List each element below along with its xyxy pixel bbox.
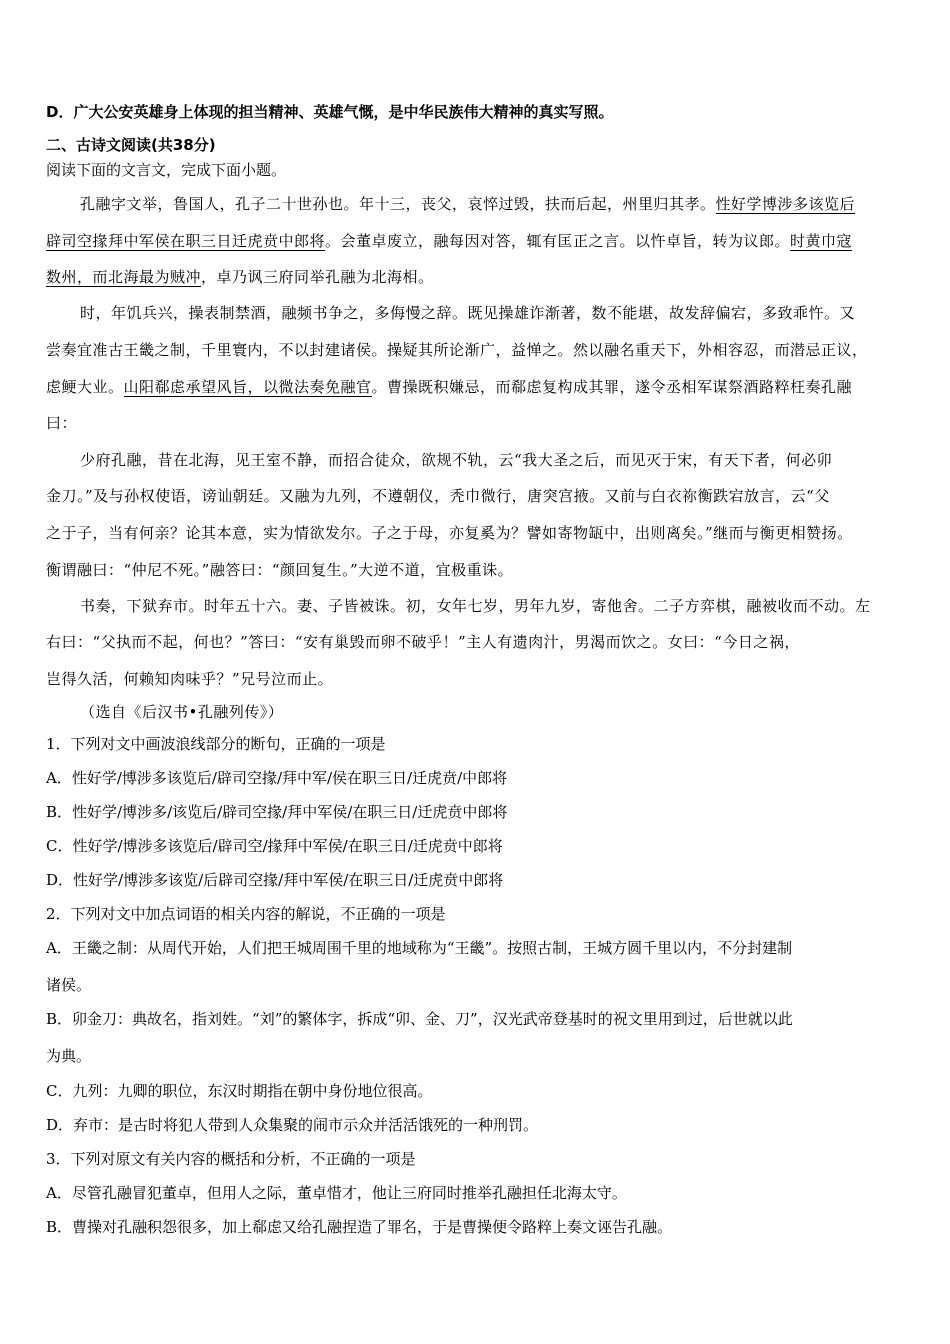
question-2-option-d: D．弃市：是古时将犯人带到人众集聚的闹市示众并活活饿死的一种刑罚。 bbox=[46, 1116, 539, 1134]
passage-p3-line2: 金刀。”及与孙权使语，谤讪朝廷。又融为九列，不遵朝仪，秃巾微行，唐突宫掖。又前与白衣祢衡跌宕放言，云“父 bbox=[46, 487, 830, 505]
question-2-option-b-line2: 为典。 bbox=[46, 1047, 92, 1065]
passage-p2-line4: 曰： bbox=[46, 414, 78, 432]
passage-p1-line2 bbox=[46, 230, 906, 252]
section-heading: 二、古诗文阅读(共38分) bbox=[46, 136, 216, 154]
passage-p2-line1: 时，年饥兵兴，操表制禁酒，融频书争之，多侮慢之辞。既见操雄诈渐著，数不能堪，故发辞偏宕，多致乖忤。又 bbox=[80, 304, 856, 322]
underlined-text: 数州，而北海最为贼冲 bbox=[46, 268, 202, 286]
passage-text: 虑鲠大业。 bbox=[46, 378, 124, 396]
question-1-option-d: D．性好学/博涉多该览/后辟司空掾/拜中军侯/在职三日/迁虎贲中郎将 bbox=[46, 871, 504, 889]
question-3-stem: 3．下列对原文有关内容的概括和分析，不正确的一项是 bbox=[46, 1150, 416, 1168]
passage-p3-line1: 少府孔融，昔在北海，见王室不静，而招合徒众，欲规不轨，云“我大圣之后，而见灭于宋，有天下者，何必卯 bbox=[80, 451, 833, 469]
passage-p1-line1 bbox=[46, 193, 906, 215]
passage-p2-line2: 尝奏宜准古王畿之制，千里寰内，不以封建诸侯。操疑其所论渐广，益惮之。然以融名重天下，外相容忍，而潜忌正议， bbox=[46, 341, 868, 359]
underlined-text: 时黄巾寇 bbox=[790, 232, 853, 250]
question-1-option-b: B．性好学/博涉多/该览后/辟司空掾/拜中军侯/在职三日/迁虎贲中郎将 bbox=[46, 803, 508, 821]
wavy-underline-text: 性好学博涉多该览后 bbox=[715, 195, 856, 213]
passage-text: 孔融字文举，鲁国人，孔子二十世孙也。年十三，丧父，哀悴过毁，扶而后起，州里归其孝。 bbox=[80, 195, 716, 213]
passage-p4-line2: 右曰：“父执而不起，何也？”答曰：“安有巢毁而卵不破乎！”主人有遗肉汁，男渴而饮之。女曰：“今日之祸， bbox=[46, 633, 800, 651]
question-1-option-a: A．性好学/博涉多该览后/辟司空掾/拜中军/侯在职三日/迁虎贲/中郎将 bbox=[46, 769, 508, 787]
question-2-option-a-line1: A．王畿之制：从周代开始，人们把王城周围千里的地域称为“王畿”。按照古制，王城方圆千里以内，不分封建制 bbox=[46, 939, 793, 957]
underlined-text: 山阳郗虑承望风旨，以微法奏免融官 bbox=[123, 378, 372, 396]
passage-p4-line1: 书奏，下狱弃市。时年五十六。妻、子皆被诛。初，女年七岁，男年九岁，寄他舍。二子方弈棋，融被收而不动。左 bbox=[80, 597, 871, 615]
passage-text: ，卓乃讽三府同举孔融为北海相。 bbox=[201, 268, 434, 286]
passage-p4-line3: 岂得久活，何赖知肉味乎？”兄号泣而止。 bbox=[46, 670, 334, 688]
passage-p3-line3: 之于子，当有何亲？论其本意，实为情欲发尔。子之于母，亦复奚为？譬如寄物缻中，出则离矣。”继而与衡更相赞扬。 bbox=[46, 524, 853, 542]
question-2-option-b-line1: B．卯金刀：典故名，指刘姓。“刘”的繁体字，拆成“卯、金、刀”，汉光武帝登基时的祝文里用到过，后世就以此 bbox=[46, 1010, 793, 1028]
passage-source: （选自《后汉书•孔融列传》） bbox=[80, 703, 284, 721]
top-option-d: D．广大公安英雄身上体现的担当精神、英雄气慨，是中华民族伟大精神的真实写照。 bbox=[46, 103, 614, 121]
question-1-option-c: C．性好学/博涉多该览后/辟司空/掾拜中军侯/在职三日/迁虎贲中郎将 bbox=[46, 837, 503, 855]
question-2-option-c: C．九列：九卿的职位，东汉时期指在朝中身份地位很高。 bbox=[46, 1082, 433, 1100]
question-1-stem: 1．下列对文中画波浪线部分的断句，正确的一项是 bbox=[46, 735, 386, 753]
question-2-stem: 2．下列对文中加点词语的相关内容的解说，不正确的一项是 bbox=[46, 905, 446, 923]
passage-text: 。曹操既积嫌忌，而郗虑复构成其罪，遂令丞相军谋祭酒路粹枉奏孔融 bbox=[371, 378, 853, 396]
passage-text: 。会董卓废立，融每因对答，辄有匡正之言。以忤卓旨，转为议郎。 bbox=[325, 232, 791, 250]
passage-p3-line4: 衡谓融曰：“仲尼不死。”融答曰：“颜回复生。”大逆不道，宜极重诛。 bbox=[46, 561, 514, 579]
question-3-option-b: B．曹操对孔融积怨很多，加上郗虑又给孔融捏造了罪名，于是曹操便令路粹上奏文诬告孔融。 bbox=[46, 1218, 673, 1236]
wavy-underline-text: 辟司空掾拜中军侯在职三日迁虎贲中郎将 bbox=[46, 232, 326, 250]
passage-p1-line3 bbox=[46, 266, 906, 288]
question-3-option-a: A．尽管孔融冒犯董卓，但用人之际，董卓惜才，他让三府同时推举孔融担任北海太守。 bbox=[46, 1184, 627, 1202]
passage-p2-line3 bbox=[46, 376, 906, 398]
section-instruction: 阅读下面的文言文，完成下面小题。 bbox=[46, 161, 287, 179]
question-2-option-a-line2: 诸侯。 bbox=[46, 976, 92, 994]
